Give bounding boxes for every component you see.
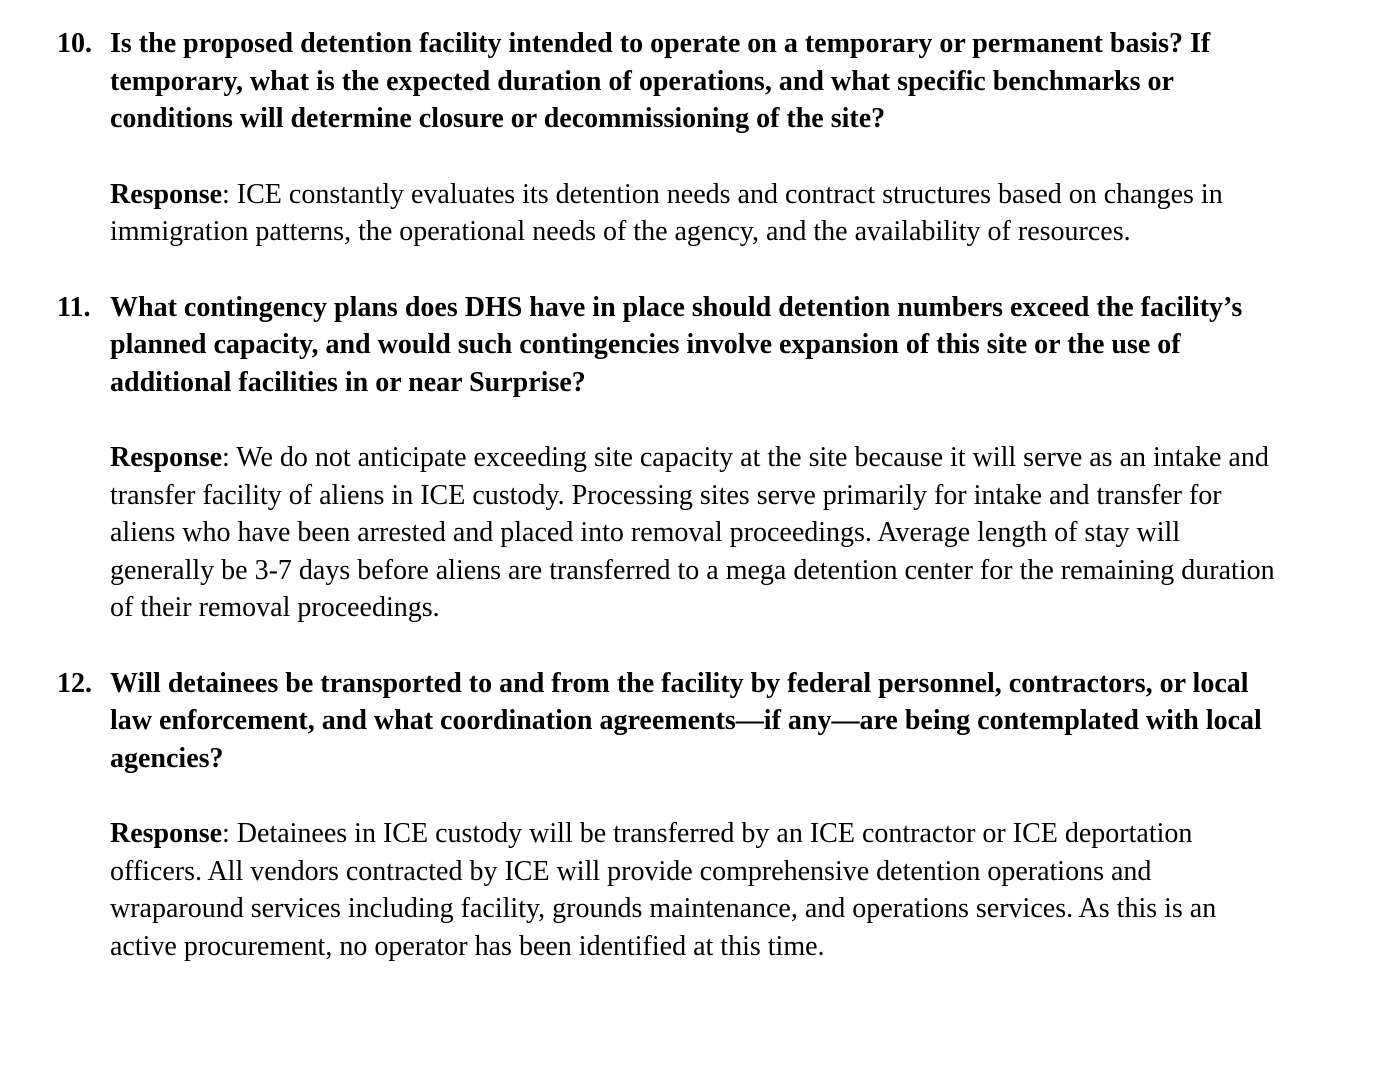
- question-body: [110, 665, 1275, 778]
- question-text: Will detainees be transported to and from the facility by federal personnel, contractors, or local law enforcement, and what coordination agreements—if any—are being contemplated with local agencies?: [110, 667, 1262, 774]
- response-label: Response: [110, 442, 223, 473]
- qa-item-12: [57, 665, 1281, 778]
- response-label: Response: [110, 818, 223, 849]
- response-paragraph: [110, 439, 1275, 627]
- response-paragraph: [110, 176, 1275, 251]
- item-number: 11.: [57, 291, 91, 323]
- question-body: [110, 289, 1275, 402]
- qa-item-10: [57, 25, 1281, 138]
- qa-item-11: [57, 289, 1281, 402]
- response-label: Response: [110, 178, 223, 210]
- response-text: : ICE constantly evaluates its detention needs and contract structures based on changes in immigration patterns, the operational needs of the agency, and the availability of resources.: [110, 178, 1223, 247]
- response-text: : We do not anticipate exceeding site capacity at the site because it will serve as an intake and transfer facility of aliens in ICE custody. Processing sites serve primarily for intake and transfer for aliens who have been arrested and placed into removal proceedings. Average length of stay will generally be 3-7 days before aliens are transferred to a mega detention center for the remaining duration of their removal proceedings.: [110, 442, 1275, 623]
- item-number: 10.: [57, 28, 92, 59]
- response-text: : Detainees in ICE custody will be transferred by an ICE contractor or ICE deportation officers. All vendors contracted by ICE will provide comprehensive detention operations and wraparound services including facility, grounds maintenance, and operations services. As this is an active procurement, no operator has been identified at this time.: [110, 818, 1217, 962]
- item-number: 12.: [57, 667, 92, 699]
- question-body: [110, 25, 1275, 138]
- question-text: What contingency plans does DHS have in place should detention numbers exceed the facility’s planned capacity, and would such contingencies involve expansion of this site or the use of additional facilities in or near Surprise?: [110, 291, 1243, 398]
- response-paragraph: [110, 815, 1275, 965]
- question-text: Is the proposed detention facility intended to operate on a temporary or permanent basis? If temporary, what is the expected duration of operations, and what specific benchmarks or conditions will determine closure or decommissioning of the site?: [110, 28, 1211, 134]
